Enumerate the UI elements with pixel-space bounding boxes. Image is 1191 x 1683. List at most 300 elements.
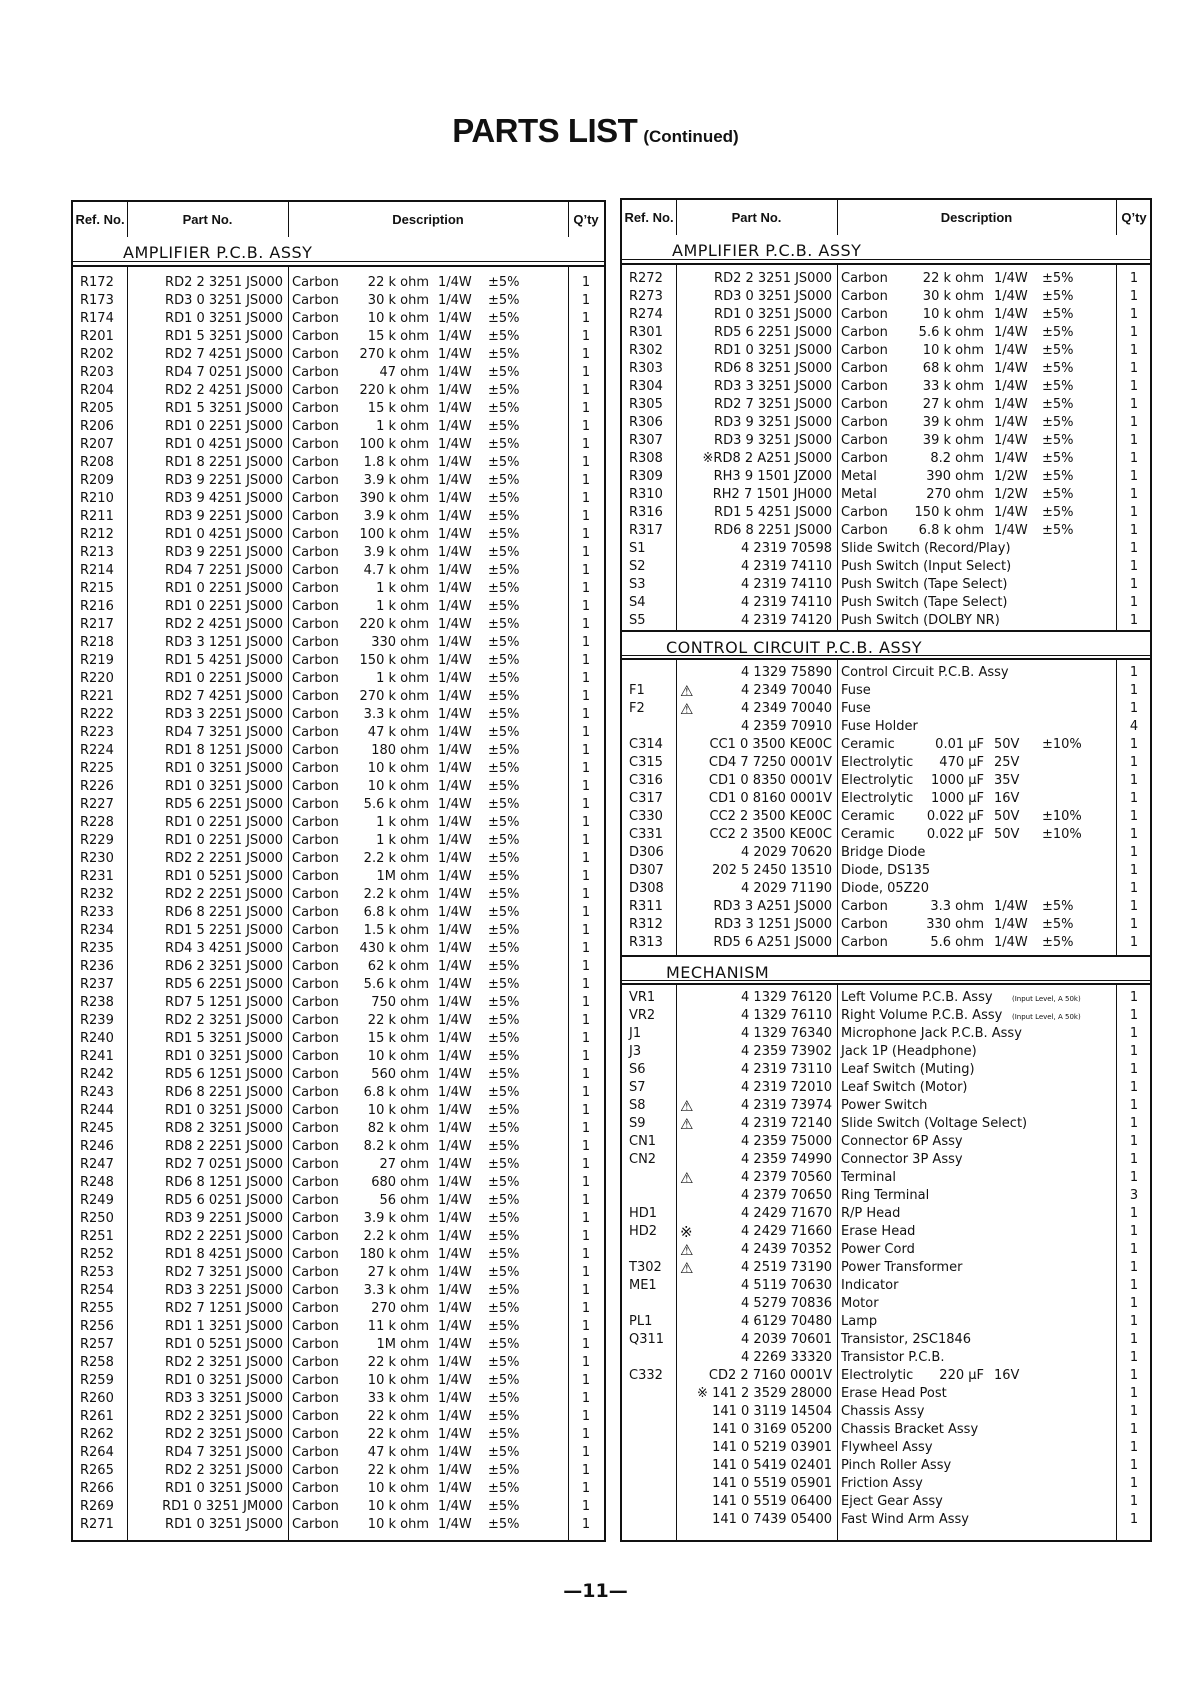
qty: 1 [1129,523,1139,538]
desc-type: Carbon [841,307,888,322]
ref-no: R212 [80,527,114,542]
qty: 1 [1129,935,1139,950]
qty: 1 [581,1391,591,1406]
desc-value: 0.01 μF [935,737,984,752]
ref-no: R254 [80,1283,114,1298]
desc-value: 22 k ohm [367,1355,429,1370]
part-header: Part No. [731,210,782,225]
desc-value: 27 ohm [379,1157,429,1172]
table-row [73,1120,604,1138]
qty: 1 [1129,683,1139,698]
table-row [622,396,1150,414]
ref-no: R246 [80,1139,114,1154]
desc-type: Carbon [292,311,339,326]
desc-wattage: 1/4W [438,1355,472,1370]
desc-type: Metal [841,469,877,484]
ref-no: R264 [80,1445,114,1460]
desc-type: Carbon [292,1337,339,1352]
ref-no: R272 [629,271,663,286]
part-no: 4 2319 74110 [741,559,832,574]
table-row [622,450,1150,468]
desc-type: Carbon [292,1067,339,1082]
table-row [622,342,1150,360]
qty: 1 [1129,1350,1139,1365]
desc-tolerance: ±5% [488,1013,520,1028]
part-no: RD7 5 1251 JS000 [165,995,283,1010]
part-no: CC2 2 3500 KE00C [709,827,832,842]
part-no: RD1 0 5251 JS000 [165,1337,283,1352]
desc-value: 39 k ohm [922,433,984,448]
qty: 1 [1129,737,1139,752]
table-row [73,526,604,544]
desc-type: Carbon [292,545,339,560]
ref-no: R240 [80,1031,114,1046]
desc-type: Carbon [292,1481,339,1496]
desc-tolerance: ±5% [488,1103,520,1118]
desc-value: 5.6 ohm [930,935,984,950]
table-row [73,814,604,832]
desc-type: Carbon [292,1157,339,1172]
page-number: —11— [563,1580,628,1602]
desc-wattage: 1/4W [438,437,472,452]
qty: 1 [1129,289,1139,304]
desc-tolerance: ±5% [488,1319,520,1334]
desc-value: 1 k ohm [376,599,429,614]
ref-no: R206 [80,419,114,434]
ref-no: PL1 [629,1314,653,1329]
qty: 1 [1129,1368,1139,1383]
qty: 1 [581,491,591,506]
table-row [622,1403,1150,1421]
part-no: RD1 5 4251 JS000 [165,653,283,668]
desc-type: Carbon [292,1499,339,1514]
table-row [73,1246,604,1264]
desc-rating: 35V [994,773,1020,788]
qty: 1 [581,707,591,722]
desc-wattage: 1/4W [438,311,472,326]
desc-value: 390 ohm [926,469,984,484]
desc-tolerance: ±5% [488,941,520,956]
desc-wattage: 1/4W [438,1157,472,1172]
desc-wattage: 1/4W [438,1139,472,1154]
desc-tolerance: ±5% [488,689,520,704]
table-row [73,886,604,904]
part-no: 4 2319 73974 [741,1098,832,1113]
table-row [622,1367,1150,1385]
desc-tolerance: ±5% [488,1049,520,1064]
ref-no: R317 [629,523,663,538]
desc-type: Carbon [292,1265,339,1280]
desc-tolerance: ±5% [488,1481,520,1496]
desc-value: 30 k ohm [922,289,984,304]
table-row [73,994,604,1012]
qty: 1 [1129,379,1139,394]
qty: 1 [581,1229,591,1244]
qty: 1 [1129,1296,1139,1311]
table-row [622,1331,1150,1349]
qty: 1 [1129,1008,1139,1023]
desc-type: Carbon [292,1121,339,1136]
desc-type: Carbon [292,527,339,542]
desc-wattage: 1/4W [438,1445,472,1460]
ref-no: R250 [80,1211,114,1226]
table-row [622,1475,1150,1493]
desc-tolerance: ±5% [1042,289,1074,304]
table-row [73,310,604,328]
table-row [622,682,1150,700]
qty: 1 [581,1409,591,1424]
desc-value: 22 k ohm [367,1427,429,1442]
right-table-header [622,200,1150,237]
desc-value: 390 k ohm [359,491,429,506]
part-no: RD3 0 3251 JS000 [714,289,832,304]
ref-no: F1 [629,683,645,698]
qty: 1 [581,1139,591,1154]
table-row [73,778,604,796]
qty: 1 [581,689,591,704]
desc-wattage: 1/4W [438,761,472,776]
desc-header: Description [940,210,1013,225]
desc-value: 1M ohm [376,869,429,884]
desc-value: 220 k ohm [359,383,429,398]
desc-value: 33 k ohm [367,1391,429,1406]
part-no: RD3 3 1251 JS000 [165,635,283,650]
table-row [622,772,1150,790]
desc-type: Ring Terminal [841,1188,930,1203]
table-row [622,486,1150,504]
desc-type: Carbon [292,1103,339,1118]
desc-value: 10 k ohm [367,1517,429,1532]
qty: 1 [581,1067,591,1082]
desc-wattage: 1/4W [438,1049,472,1064]
desc-type: Electrolytic [841,755,914,770]
part-no: RD1 0 2251 JS000 [165,581,283,596]
desc-type: Carbon [841,289,888,304]
desc-tolerance: ±5% [488,311,520,326]
desc-type: Carbon [841,505,888,520]
desc-type: Bridge Diode [841,845,926,860]
qty: 1 [581,725,591,740]
desc-wattage: 1/4W [438,617,472,632]
desc-wattage: 1/4W [438,743,472,758]
desc-wattage: 1/4W [438,1103,472,1118]
desc-type: Carbon [292,437,339,452]
desc-tolerance: ±10% [1042,809,1082,824]
desc-type: R/P Head [841,1206,901,1221]
table-row [73,1012,604,1030]
desc-type: Carbon [292,635,339,650]
part-no: RD2 2 3251 JS000 [165,1013,283,1028]
ref-no: R310 [629,487,663,502]
part-no: RD2 2 3251 JS000 [165,275,283,290]
desc-rating: 1/4W [994,379,1028,394]
qty: 1 [1129,1260,1139,1275]
qty: 1 [1129,917,1139,932]
table-row [622,468,1150,486]
desc-tolerance: ±5% [488,1355,520,1370]
desc-type: Fuse [841,683,871,698]
desc-wattage: 1/4W [438,1121,472,1136]
table-row [73,904,604,922]
table-row [622,1241,1150,1259]
desc-wattage: 1/4W [438,347,472,362]
qty: 1 [1129,1224,1139,1239]
part-no: 4 2029 70620 [741,845,832,860]
table-row [622,790,1150,808]
qty: 1 [581,311,591,326]
part-no: RD1 0 3251 JM000 [162,1499,283,1514]
desc-tolerance: ±5% [488,365,520,380]
qty: 1 [581,383,591,398]
part-no: 4 1329 76110 [741,1008,832,1023]
table-row [622,414,1150,432]
desc-tolerance: ±5% [1042,899,1074,914]
qty: 1 [581,653,591,668]
table-row [73,1156,604,1174]
part-no: 4 2359 70910 [741,719,832,734]
part-no: RD2 2 3251 JS000 [165,1463,283,1478]
section-title: AMPLIFIER P.C.B. ASSY [672,241,862,260]
part-no: 4 2379 70560 [741,1170,832,1185]
desc-wattage: 1/4W [438,653,472,668]
ref-no: R239 [80,1013,114,1028]
ref-no: R230 [80,851,114,866]
part-no: RD3 0 3251 JS000 [165,293,283,308]
table-row [622,1169,1150,1187]
table-row [73,1192,604,1210]
desc-tolerance: ±5% [1042,397,1074,412]
desc-tolerance: ±5% [1042,415,1074,430]
desc-wattage: 1/4W [438,869,472,884]
ref-no: R172 [80,275,114,290]
desc-type: Carbon [292,815,339,830]
desc-wattage: 1/4W [438,581,472,596]
part-no: RD1 0 3251 JS000 [165,1373,283,1388]
desc-tolerance: ±5% [488,1175,520,1190]
part-no: RD1 0 2251 JS000 [165,419,283,434]
ref-no: R245 [80,1121,114,1136]
desc-type: Carbon [292,1319,339,1334]
desc-value: 1 k ohm [376,671,429,686]
table-row [73,1228,604,1246]
table-row [73,706,604,724]
qty: 1 [1129,397,1139,412]
desc-tolerance: ±5% [488,959,520,974]
table-row [73,1426,604,1444]
part-no: RD2 2 4251 JS000 [165,383,283,398]
desc-type: Power Switch [841,1098,928,1113]
desc-value: 2.2 k ohm [363,1229,429,1244]
qty: 1 [581,1319,591,1334]
table-row [622,1313,1150,1331]
ref-no: R207 [80,437,114,452]
part-no: 4 2039 70601 [741,1332,832,1347]
desc-type: Slide Switch (Voltage Select) [841,1116,1028,1131]
desc-value: 100 k ohm [359,437,429,452]
qty: 1 [581,1463,591,1478]
desc-tolerance: ±5% [488,1121,520,1136]
desc-wattage: 1/4W [438,635,472,650]
desc-value: 62 k ohm [367,959,429,974]
desc-type: Flywheel Assy [841,1440,933,1455]
part-no: RD1 0 2251 JS000 [165,815,283,830]
desc-value: 180 k ohm [359,1247,429,1262]
qty: 1 [1129,1314,1139,1329]
desc-value: 100 k ohm [359,527,429,542]
desc-tolerance: ±5% [488,1445,520,1460]
desc-tolerance: ±5% [488,1247,520,1262]
part-no: 4 2349 70040 [741,701,832,716]
table-row [73,1318,604,1336]
part-no: RD2 7 4251 JS000 [165,689,283,704]
table-row [73,1048,604,1066]
desc-tolerance: ±5% [488,887,520,902]
ref-no: C315 [629,755,663,770]
desc-type: Push Switch (DOLBY NR) [841,613,1000,628]
desc-value: 10 k ohm [367,1103,429,1118]
desc-rating: 1/4W [994,451,1028,466]
desc-value: 1 k ohm [376,419,429,434]
desc-tolerance: ±5% [1042,343,1074,358]
desc-type: Diode, DS135 [841,863,931,878]
ref-no: R173 [80,293,114,308]
ref-no: R257 [80,1337,114,1352]
desc-tolerance: ±5% [488,437,520,452]
qty: 1 [581,617,591,632]
desc-type: Carbon [292,509,339,524]
ref-no: J3 [629,1044,642,1059]
desc-value: 11 k ohm [367,1319,429,1334]
table-row [73,1282,604,1300]
desc-tolerance: ±5% [488,347,520,362]
desc-type: Carbon [292,599,339,614]
desc-value: 10 k ohm [367,311,429,326]
qty: 1 [1129,1422,1139,1437]
desc-type: Carbon [292,977,339,992]
desc-value: 150 k ohm [359,653,429,668]
qty-header: Q’ty [1121,210,1147,225]
desc-type: Slide Switch (Record/Play) [841,541,1011,556]
qty: 1 [581,1301,591,1316]
desc-wattage: 1/4W [438,1085,472,1100]
desc-rating: 1/4W [994,289,1028,304]
desc-wattage: 1/4W [438,1067,472,1082]
table-row [622,700,1150,718]
desc-type: Leaf Switch (Motor) [841,1080,968,1095]
desc-tolerance: ±5% [1042,505,1074,520]
desc-type: Carbon [292,1301,339,1316]
desc-value: 47 k ohm [367,725,429,740]
desc-type: Ceramic [841,737,895,752]
desc-rating: 1/2W [994,469,1028,484]
qty: 1 [1129,1458,1139,1473]
qty: 1 [1129,415,1139,430]
desc-type: Carbon [292,1049,339,1064]
ref-no: C314 [629,737,663,752]
desc-value: 27 k ohm [922,397,984,412]
desc-value: 2.2 k ohm [363,851,429,866]
table-row [73,436,604,454]
desc-wattage: 1/4W [438,1247,472,1262]
part-no: 4 6129 70480 [741,1314,832,1329]
ref-no: R227 [80,797,114,812]
qty: 1 [1129,433,1139,448]
mechanism-rows [622,989,1150,1529]
ref-no: R301 [629,325,663,340]
desc-tolerance: ±5% [488,743,520,758]
qty: 1 [581,635,591,650]
desc-value: 68 k ohm [922,361,984,376]
page-title [0,112,1191,150]
desc-type: Motor [841,1296,879,1311]
desc-tolerance: ±5% [488,851,520,866]
desc-tolerance: ±5% [488,455,520,470]
table-row [73,580,604,598]
qty: 1 [581,1481,591,1496]
desc-wattage: 1/4W [438,689,472,704]
ref-no: C332 [629,1368,663,1383]
desc-value: 1000 μF [931,791,984,806]
part-no: RD1 8 4251 JS000 [165,1247,283,1262]
desc-tolerance: ±5% [488,1391,520,1406]
section-title: AMPLIFIER P.C.B. ASSY [123,243,313,262]
part-no: RD1 0 3251 JS000 [714,307,832,322]
part-no: RD5 6 2251 JS000 [165,797,283,812]
desc-type: Jack 1P (Headphone) [841,1044,977,1059]
desc-type: Fuse Holder [841,719,918,734]
part-no: RD4 7 0251 JS000 [165,365,283,380]
table-row [622,612,1150,630]
table-row [622,736,1150,754]
part-no: RD3 3 A251 JS000 [713,899,832,914]
qty: 1 [581,1445,591,1460]
desc-wattage: 1/4W [438,599,472,614]
table-row [73,364,604,382]
desc-value: 1 k ohm [376,815,429,830]
part-no: 4 5279 70836 [741,1296,832,1311]
ref-no: R203 [80,365,114,380]
desc-wattage: 1/4W [438,1283,472,1298]
section-header [622,955,1150,985]
desc-type: Carbon [841,361,888,376]
ref-no: R236 [80,959,114,974]
desc-tolerance: ±5% [488,293,520,308]
part-no: RD1 0 2251 JS000 [165,671,283,686]
table-row [622,1115,1150,1133]
desc-type: Carbon [292,1391,339,1406]
desc-wattage: 1/4W [438,383,472,398]
desc-type: Carbon [292,473,339,488]
desc-type: Push Switch (Tape Select) [841,577,1008,592]
qty: 1 [581,1121,591,1136]
ref-no: R242 [80,1067,114,1082]
desc-value: 180 ohm [371,743,429,758]
table-row [73,1516,604,1534]
desc-value: 10 k ohm [367,779,429,794]
part-no: RD5 6 A251 JS000 [713,935,832,950]
desc-wattage: 1/4W [438,1481,472,1496]
desc-type: Carbon [841,433,888,448]
ref-no: R312 [629,917,663,932]
desc-type: Carbon [292,797,339,812]
section-header [622,235,1150,265]
qty: 1 [1129,1242,1139,1257]
ref-no: Q311 [629,1332,665,1347]
desc-type: Metal [841,487,877,502]
desc-rating: 1/4W [994,917,1028,932]
qty: 1 [1129,1476,1139,1491]
part-no: RD1 5 3251 JS000 [165,401,283,416]
